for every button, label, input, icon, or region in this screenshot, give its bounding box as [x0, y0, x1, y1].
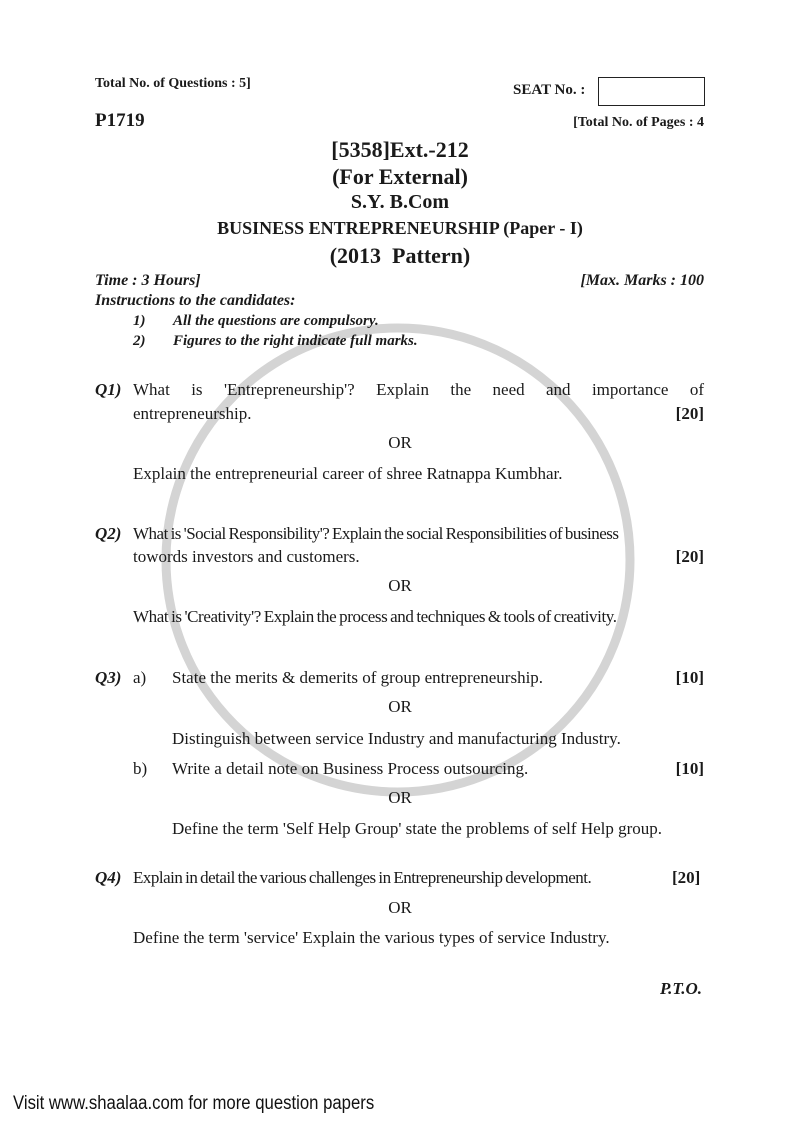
question-text: towords investors and customers. [133, 547, 360, 566]
question-number: Q2) [95, 524, 122, 543]
seat-label: SEAT No. : [513, 82, 586, 98]
question-text: Write a detail note on Business Process outsourcing. [172, 759, 529, 778]
marks: [10] [675, 668, 704, 687]
question-alt-text: Distinguish between service Industry and manufacturing Industry. [172, 729, 621, 748]
paper-code: P1719 [95, 110, 145, 131]
instruction-num: 2) [133, 333, 146, 349]
exam-type: (For External) [332, 164, 468, 189]
instruction-text: Figures to the right indicate full marks. [173, 333, 418, 349]
question-text: State the merits & demerits of group entrepreneurship. [172, 668, 544, 687]
question-number: Q3) [95, 668, 122, 687]
or-separator: OR [388, 898, 412, 917]
or-separator: OR [388, 697, 412, 716]
subquestion-label: b) [133, 759, 148, 778]
subquestion-label: a) [133, 668, 147, 687]
total-questions: Total No. of Questions : 5] [95, 76, 251, 91]
or-separator: OR [388, 433, 412, 452]
question-alt-text: Define the term 'Self Help Group' state the problems of self Help group. [172, 819, 663, 838]
instruction-num: 1) [133, 313, 146, 329]
question-text: Explain in detail the various challenges in Entrepreneurship development. [133, 868, 592, 887]
question-alt-text: Define the term 'service' Explain the various types of service Industry. [133, 928, 610, 947]
footer-link-text[interactable]: Visit www.shaalaa.com for more question papers [13, 1093, 375, 1114]
or-separator: OR [388, 788, 412, 807]
time: Time : 3 Hours] [95, 272, 201, 289]
marks: [20] [675, 404, 704, 423]
pto: P.T.O. [659, 979, 702, 998]
course: S.Y. B.Com [350, 191, 450, 213]
exam-code: [5358]Ext.-212 [331, 137, 469, 162]
question-alt-text: Explain the entrepreneurial career of shree Ratnappa Kumbhar. [133, 464, 563, 483]
question-number: Q1) [95, 380, 122, 399]
marks: [20] [672, 868, 701, 887]
question-alt-text: What is 'Creativity'? Explain the process and techniques & tools of creativity. [133, 607, 617, 626]
seat-number-box [598, 77, 705, 106]
subject: BUSINESS ENTREPRENEURSHIP (Paper - I) [217, 218, 583, 238]
max-marks: [Max. Marks : 100 [580, 272, 704, 289]
instructions-heading: Instructions to the candidates: [95, 292, 296, 309]
total-pages: [Total No. of Pages : 4 [573, 115, 704, 130]
question-number: Q4) [95, 868, 122, 887]
marks: [10] [675, 759, 704, 778]
pattern: (2013 Pattern) [329, 243, 471, 268]
instruction-text: All the questions are compulsory. [173, 313, 379, 329]
question-text: What is 'Entrepreneurship'? Explain the need and importance of [133, 380, 704, 399]
question-text: entrepreneurship. [133, 404, 252, 423]
question-text: What is 'Social Responsibility'? Explain the social Responsibilities of business [133, 524, 619, 543]
or-separator: OR [388, 576, 412, 595]
marks: [20] [675, 547, 704, 566]
